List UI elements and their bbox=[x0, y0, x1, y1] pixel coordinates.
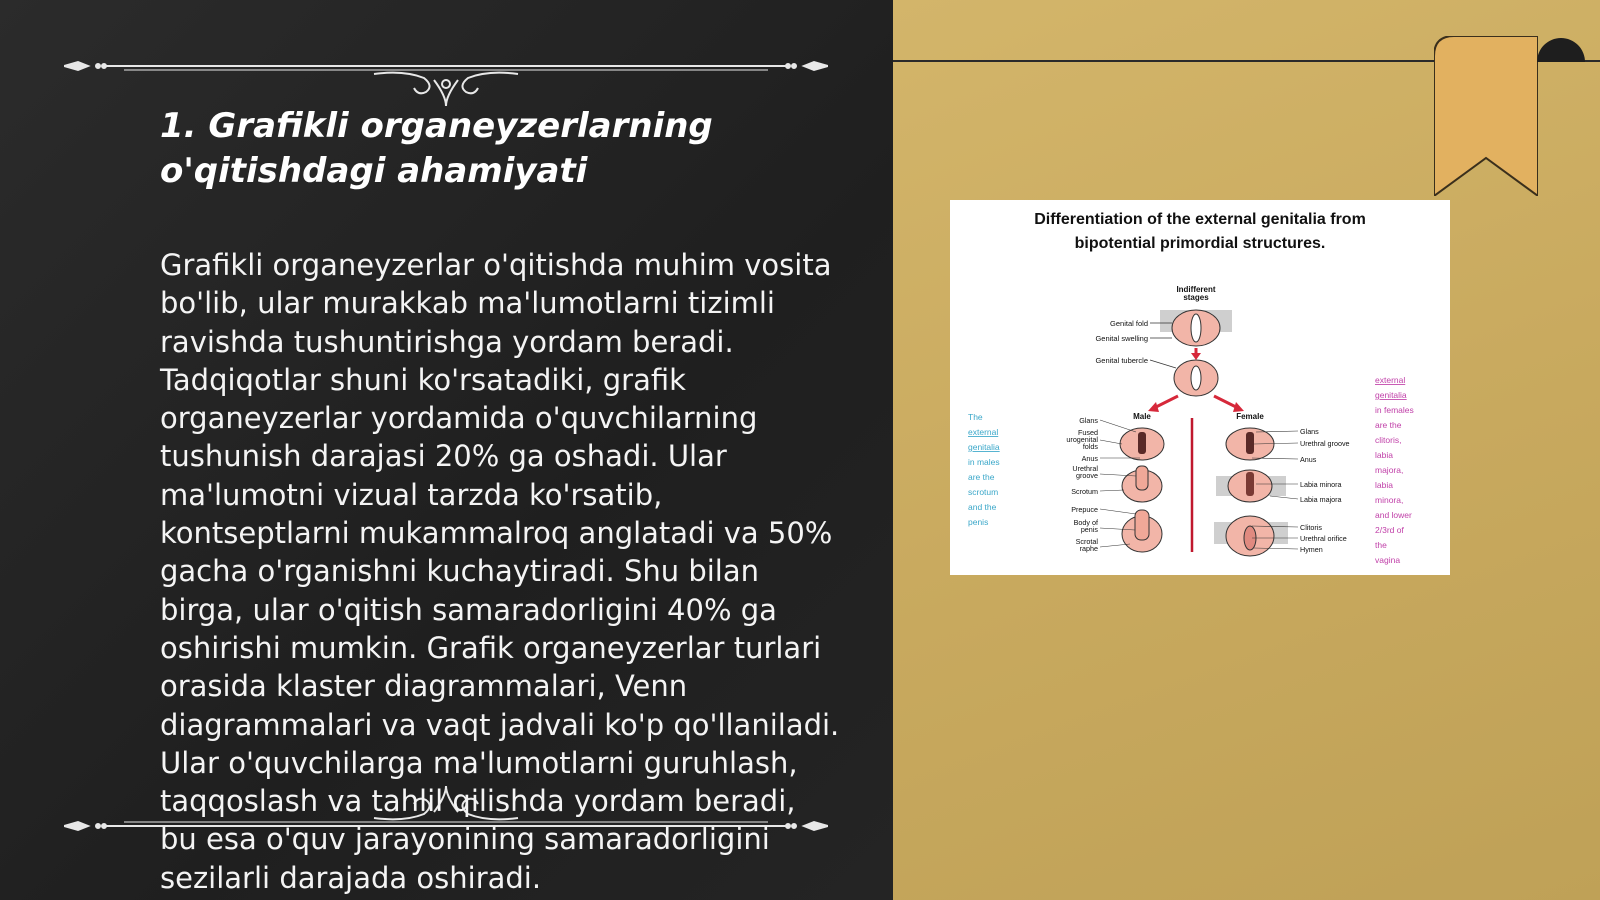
left-note-line: in males bbox=[968, 457, 1000, 467]
indifferent-stage-2-groove bbox=[1191, 366, 1201, 390]
arrowhead-female-icon bbox=[1233, 402, 1244, 412]
slide-body-text: Grafikli organeyzerlar o'qitishda muhim vosita bo'lib, ular murakkab ma'lumotlarni tizimli ravishda tushuntirishga yordam beradi. Tadqiqotlar shuni ko'rsatadiki, grafik organeyzerlar yordamida o'quvchilarning tushunish darajasi 20% ga oshadi. Ular ma'lumotni vizual tarzda ko'rsatib, kontseptlarni mukammalroq anglatadi va 50% gacha o'rganishni kuchaytiradi. Shu bilan birga, ular o'qitish samaradorligini 40% ga oshirishi mumkin. Grafik organeyzerlar turlari orasida klaster diagrammalari, Venn diagrammalari va vaqt jadvali ko'p qo'llaniladi. Ular o'quvchilarga ma'lumotlarni guruhlash, taqqoslash va tahlil qilishda yordam beradi, bu esa o'quv jarayonining samaradorligini sezilarli darajada oshiradi. bbox=[160, 248, 840, 895]
right-note-line: clitoris, bbox=[1375, 435, 1402, 445]
male-label-penis: penis bbox=[1080, 525, 1098, 534]
label-genital-tubercle: Genital tubercle bbox=[1095, 356, 1148, 365]
right-note-line: labia bbox=[1375, 480, 1393, 490]
arrow-to-female-icon bbox=[1214, 396, 1238, 408]
indifferent-heading: Indifferent bbox=[1176, 285, 1216, 294]
right-note-line: in females bbox=[1375, 405, 1414, 415]
right-note-line: vagina bbox=[1375, 555, 1401, 565]
female-label-clitoris: Clitoris bbox=[1300, 523, 1322, 532]
female-label-anus: Anus bbox=[1300, 455, 1317, 464]
female-stage-1-groove bbox=[1246, 432, 1254, 454]
right-note-line: 2/3rd of bbox=[1375, 525, 1404, 535]
right-note-line: the bbox=[1375, 540, 1387, 550]
left-note-line: penis bbox=[968, 517, 989, 527]
male-stage-2-shaft bbox=[1136, 466, 1148, 490]
indifferent-stage-1-groove bbox=[1191, 314, 1201, 342]
diagram-image bbox=[950, 200, 1450, 575]
male-label-groove: groove bbox=[1076, 471, 1098, 480]
female-label-urethral-groove: Urethral groove bbox=[1300, 439, 1350, 448]
right-note-line: labia bbox=[1375, 450, 1393, 460]
male-label-scrotum: Scrotum bbox=[1071, 487, 1098, 496]
male-label-folds: folds bbox=[1082, 442, 1098, 451]
male-stage-1-groove bbox=[1138, 432, 1146, 454]
female-heading: Female bbox=[1236, 412, 1264, 421]
slide-title bbox=[160, 104, 820, 194]
male-label-raphe: raphe bbox=[1079, 544, 1098, 553]
male-label-urethral: Urethral bbox=[1072, 464, 1098, 473]
male-label-fused: Fused bbox=[1078, 428, 1098, 437]
bookmark-ribbon-icon bbox=[1434, 36, 1538, 196]
male-label-body-of: Body of bbox=[1073, 518, 1098, 527]
label-genital-fold: Genital fold bbox=[1110, 319, 1148, 328]
female-stage-2-groove bbox=[1246, 472, 1254, 496]
figure-title-line-1: Differentiation of the external genitalia from bbox=[1034, 211, 1366, 228]
left-note-line: external bbox=[968, 427, 999, 437]
right-note-line: are the bbox=[1375, 420, 1402, 430]
right-note-line: genitalia bbox=[1375, 390, 1407, 400]
left-note-line: are the bbox=[968, 472, 995, 482]
title-line-2: o'qitishdagi ahamiyati bbox=[160, 151, 588, 191]
left-note bbox=[968, 412, 1000, 527]
male-label-prepuce: Prepuce bbox=[1071, 505, 1098, 514]
indifferent-heading-2: stages bbox=[1183, 293, 1209, 302]
title-line-1: 1. Grafikli organeyzerlarning bbox=[160, 106, 713, 146]
arrowhead-male-icon bbox=[1148, 402, 1159, 412]
left-note-line: genitalia bbox=[968, 442, 1000, 452]
figure-title-line-2: bipotential primordial structures. bbox=[1074, 235, 1326, 252]
female-label-hymen: Hymen bbox=[1300, 545, 1323, 554]
right-note-line: minora, bbox=[1375, 495, 1404, 505]
right-note-line: external bbox=[1375, 375, 1406, 385]
ornament-divider-top bbox=[64, 50, 828, 110]
female-label-glans: Glans bbox=[1300, 427, 1319, 436]
male-label-scrotal: Scrotal bbox=[1075, 537, 1098, 546]
label-genital-swelling: Genital swelling bbox=[1095, 334, 1148, 343]
male-label-urogenital: urogenital bbox=[1066, 435, 1098, 444]
male-label-anus: Anus bbox=[1081, 454, 1098, 463]
left-note-line: scrotum bbox=[968, 487, 999, 497]
right-note-line: majora, bbox=[1375, 465, 1404, 475]
female-label-labia-minora: Labia minora bbox=[1300, 480, 1342, 489]
male-stage-3-shaft bbox=[1135, 510, 1149, 540]
right-note-line: and lower bbox=[1375, 510, 1412, 520]
arrowhead-icon bbox=[1191, 353, 1201, 360]
left-note-line: The bbox=[968, 412, 983, 422]
figure-drawing bbox=[950, 200, 1450, 575]
male-label-glans: Glans bbox=[1079, 416, 1098, 425]
female-label-urethral-orifice: Urethral orifice bbox=[1300, 534, 1347, 543]
female-label-labia-majora: Labia majora bbox=[1300, 495, 1342, 504]
right-note bbox=[1375, 375, 1414, 565]
male-heading: Male bbox=[1133, 412, 1151, 421]
left-note-line: and the bbox=[968, 502, 997, 512]
arrow-to-male-icon bbox=[1154, 396, 1178, 408]
ribbon-roll-icon bbox=[1535, 34, 1587, 86]
